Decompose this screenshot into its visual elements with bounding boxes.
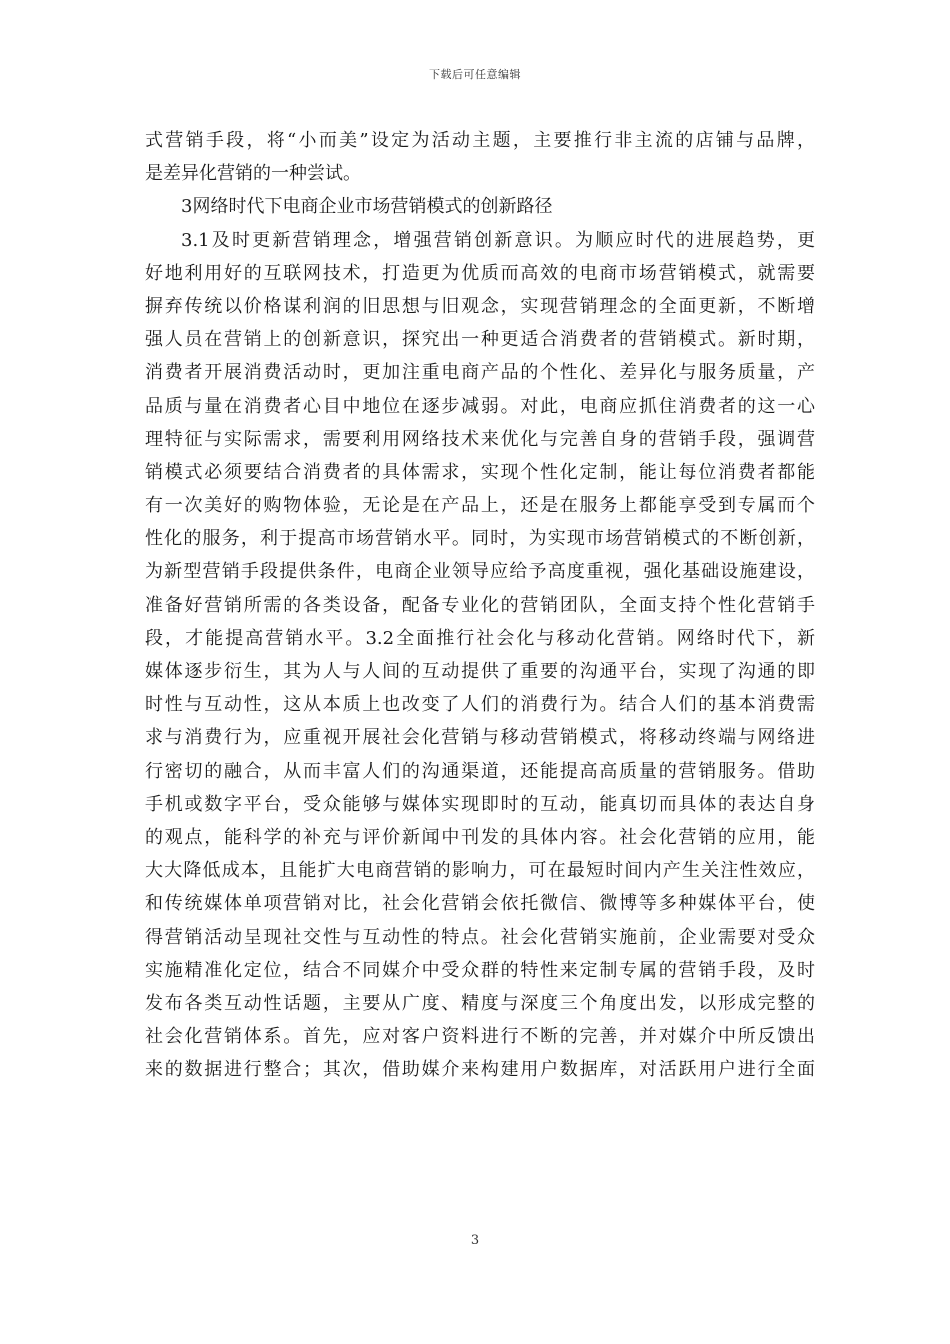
text-line: 是差异化营销的一种尝试。 — [145, 163, 361, 185]
text-line: 实施精准化定位，结合不同媒介中受众群的特性来定制专属的营销手段，及时 — [145, 959, 815, 981]
text-line: 3.1及时更新营销理念，增强营销创新意识。为顺应时代的进展趋势，更 — [181, 229, 815, 251]
text-line: 准备好营销所需的各类设备，配备专业化的营销团队，全面支持个性化营销手 — [145, 594, 815, 616]
page-number: 3 — [470, 1233, 480, 1248]
text-line: 摒弃传统以价格谋利润的旧思想与旧观念，实现营销理念的全面更新，不断增 — [145, 295, 815, 317]
text-line: 发布各类互动性话题，主要从广度、精度与深度三个角度出发，以形成完整的 — [145, 992, 815, 1014]
text-line: 来的数据进行整合；其次，借助媒介来构建用户数据库，对活跃用户进行全面 — [145, 1059, 815, 1081]
text-line: 手机或数字平台，受众能够与媒体实现即时的互动，能真切而具体的表达自身 — [145, 793, 815, 815]
text-line: 时性与互动性，这从本质上也改变了人们的消费行为。结合人们的基本消费需 — [145, 694, 815, 716]
text-line: 行密切的融合，从而丰富人们的沟通渠道，还能提高高质量的营销服务。借助 — [145, 760, 815, 782]
text-line: 社会化营销体系。首先，应对客户资料进行不断的完善，并对媒介中所反馈出 — [145, 1026, 815, 1048]
text-line: 为新型营销手段提供条件，电商企业领导应给予高度重视，强化基础设施建设， — [145, 561, 815, 583]
text-line: 销模式必须要结合消费者的具体需求，实现个性化定制，能让每位消费者都能 — [145, 461, 815, 483]
text-line: 的观点，能科学的补充与评价新闻中刊发的具体内容。社会化营销的应用，能 — [145, 826, 815, 848]
text-line: 理特征与实际需求，需要利用网络技术来优化与完善自身的营销手段，强调营 — [145, 428, 815, 450]
page-header: 下载后可任意编辑 — [429, 68, 521, 81]
text-line: 和传统媒体单项营销对比，社会化营销会依托微信、微博等多种媒体平台，使 — [145, 893, 815, 915]
text-line: 品质与量在消费者心目中地位在逐步减弱。对此，电商应抓住消费者的这一心 — [145, 395, 815, 417]
text-line: 大大降低成本，且能扩大电商营销的影响力，可在最短时间内产生关注性效应， — [145, 860, 815, 882]
text-line: 有一次美好的购物体验，无论是在产品上，还是在服务上都能享受到专属而个 — [145, 495, 815, 517]
text-line: 式营销手段，将“小而美”设定为活动主题，主要推行非主流的店铺与品牌， — [145, 130, 815, 151]
text-line: 得营销活动呈现社交性与互动性的特点。社会化营销实施前，企业需要对受众 — [145, 926, 815, 948]
text-line: 求与消费行为，应重视开展社会化营销与移动营销模式，将移动终端与网络进 — [145, 727, 815, 749]
text-line: 媒体逐步衍生，其为人与人间的互动提供了重要的沟通平台，实现了沟通的即 — [145, 661, 815, 682]
text-line: 性化的服务，利于提高市场营销水平。同时，为实现市场营销模式的不断创新， — [145, 528, 815, 550]
text-line: 好地利用好的互联网技术，打造更为优质而高效的电商市场营销模式，就需要 — [145, 262, 815, 284]
section-heading: 3网络时代下电商企业市场营销模式的创新路径 — [181, 196, 553, 218]
text-line: 消费者开展消费活动时，更加注重电商产品的个性化、差异化与服务质量，产 — [145, 362, 815, 384]
text-line: 段，才能提高营销水平。3.2全面推行社会化与移动化营销。网络时代下，新 — [145, 627, 815, 649]
document-body — [145, 124, 815, 1086]
text-line: 强人员在营销上的创新意识，探究出一种更适合消费者的营销模式。新时期， — [145, 329, 815, 351]
